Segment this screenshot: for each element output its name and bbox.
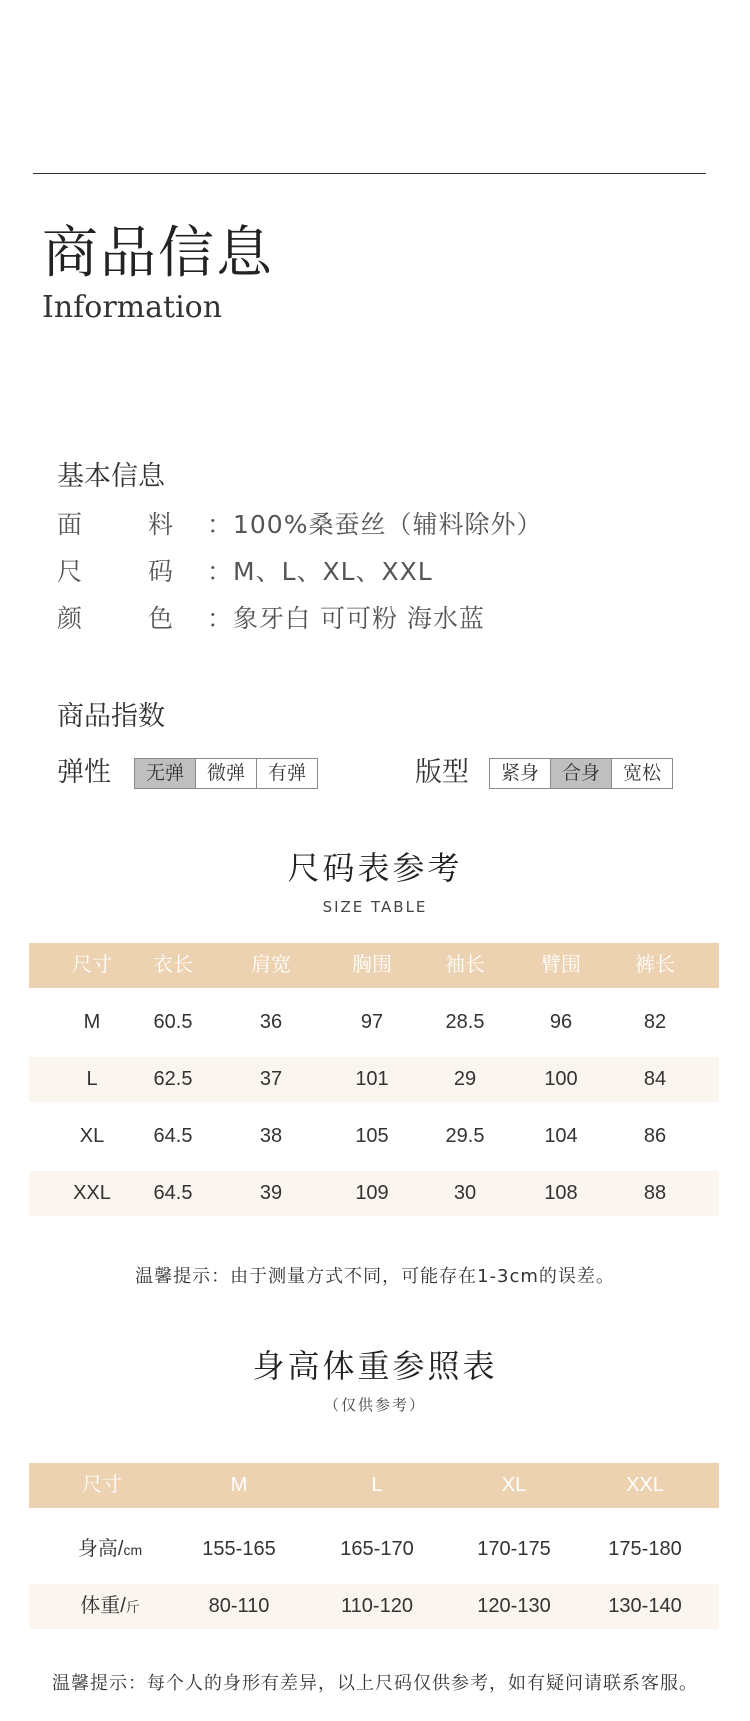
elasticity-option-high: 有弹 — [256, 759, 317, 788]
size-cell: 29.5 — [445, 1125, 485, 1147]
hw-row-label — [78, 1527, 142, 1572]
hw-cell: 130-140 — [608, 1595, 682, 1617]
product-index-heading: 商品指数 — [57, 701, 165, 732]
basic-info-heading: 基本信息 — [57, 461, 165, 492]
elasticity-option-none: 无弹 — [135, 759, 195, 788]
info-value: ：100%桑蚕丝（辅料除外） — [207, 510, 543, 539]
size-cell: 36 — [259, 1011, 283, 1033]
size-cell: 37 — [259, 1068, 283, 1090]
hw-cell: 165-170 — [340, 1538, 414, 1560]
fit-label: 版型 — [415, 757, 469, 788]
size-table-subtitle: SIZE TABLE — [322, 898, 428, 916]
elasticity-scale — [134, 758, 318, 789]
hw-row-label-text: 身高/ — [77, 1538, 124, 1560]
size-cell: 64.5 — [153, 1182, 193, 1204]
size-cell: L — [86, 1068, 98, 1090]
size-cell: M — [83, 1011, 101, 1033]
info-value: ：M、L、XL、XXL — [207, 557, 433, 586]
size-cell: 84 — [643, 1068, 667, 1090]
size-cell: 29 — [453, 1068, 477, 1090]
hw-table-row — [29, 1527, 719, 1572]
hw-table-row — [29, 1584, 719, 1629]
fit-option-tight: 紧身 — [500, 762, 539, 784]
size-table-row — [29, 1171, 719, 1216]
hw-table-title: 身高体重参照表 — [252, 1347, 498, 1385]
fit-option-regular: 合身 — [550, 759, 611, 788]
size-col-header: 衣长 — [153, 954, 193, 976]
page-subtitle: Information — [42, 290, 223, 325]
size-col-header: 裤长 — [635, 954, 675, 976]
info-key-char: 色 — [148, 604, 174, 633]
size-cell: XXL — [73, 1182, 111, 1204]
fit-option-loose: 宽松 — [611, 759, 672, 788]
size-cell: 38 — [259, 1125, 283, 1147]
size-cell: 30 — [453, 1182, 477, 1204]
size-cell: 64.5 — [153, 1125, 193, 1147]
hw-col-header: M — [230, 1474, 248, 1496]
size-cell: 86 — [643, 1125, 667, 1147]
hw-row-unit: 斤 — [125, 1599, 140, 1615]
size-table-row — [29, 1000, 719, 1045]
hw-col-header: XL — [501, 1474, 527, 1496]
hw-cell: 170-175 — [477, 1538, 551, 1560]
info-key-char: 颜 — [57, 604, 83, 633]
hw-row-label-text: 体重/ — [80, 1595, 126, 1617]
size-col-header: 尺寸 — [72, 954, 112, 976]
hw-cell: 110-120 — [341, 1595, 413, 1617]
size-cell: 82 — [643, 1011, 667, 1033]
info-key-char: 码 — [148, 557, 174, 586]
size-cell: 108 — [544, 1182, 578, 1204]
hw-cell: 120-130 — [477, 1595, 551, 1617]
size-cell: 97 — [360, 1011, 384, 1033]
elasticity-label: 弹性 — [57, 757, 111, 788]
size-cell: 109 — [355, 1182, 389, 1204]
size-cell: 28.5 — [445, 1011, 485, 1033]
hw-cell: 155-165 — [202, 1538, 276, 1560]
elasticity-option-slight: 微弹 — [195, 759, 256, 788]
hw-table-subtitle: （仅供参考） — [323, 1396, 426, 1414]
size-table-row — [29, 1114, 719, 1159]
size-cell: XL — [79, 1125, 105, 1147]
hw-table-tip: 温馨提示：每个人的身形有差异，以上尺码仅供参考，如有疑问请联系客服。 — [52, 1673, 698, 1694]
hw-col-header: L — [371, 1474, 383, 1496]
fit-scale — [489, 758, 673, 789]
hw-table-header — [29, 1463, 719, 1508]
hw-col-header: 尺寸 — [82, 1474, 122, 1496]
size-cell: 100 — [544, 1068, 578, 1090]
top-divider — [33, 173, 706, 174]
size-cell: 60.5 — [153, 1011, 193, 1033]
size-cell: 101 — [355, 1068, 389, 1090]
size-table-tip: 温馨提示：由于测量方式不同，可能存在1-3cm的误差。 — [135, 1266, 615, 1287]
info-key-char: 尺 — [57, 557, 83, 586]
size-table-title: 尺码表参考 — [287, 849, 463, 887]
info-value: ：象牙白 可可粉 海水蓝 — [207, 604, 485, 633]
page-title: 商品信息 — [42, 221, 274, 286]
size-cell: 96 — [549, 1011, 573, 1033]
size-cell: 88 — [643, 1182, 667, 1204]
info-key-char: 料 — [148, 510, 174, 539]
size-table-row — [29, 1057, 719, 1102]
hw-cell: 175-180 — [608, 1538, 682, 1560]
hw-row-label — [80, 1584, 140, 1629]
size-cell: 104 — [544, 1125, 578, 1147]
size-col-header: 臂围 — [541, 954, 581, 976]
size-cell: 62.5 — [153, 1068, 193, 1090]
size-cell: 105 — [355, 1125, 389, 1147]
hw-col-header: XXL — [626, 1474, 664, 1496]
info-key-char: 面 — [57, 510, 83, 539]
hw-cell: 80-110 — [208, 1595, 270, 1617]
size-table-header — [29, 943, 719, 988]
hw-row-unit: cm — [123, 1542, 143, 1558]
size-col-header: 胸围 — [352, 954, 392, 976]
size-col-header: 袖长 — [445, 954, 485, 976]
size-cell: 39 — [259, 1182, 283, 1204]
size-col-header: 肩宽 — [251, 954, 291, 976]
